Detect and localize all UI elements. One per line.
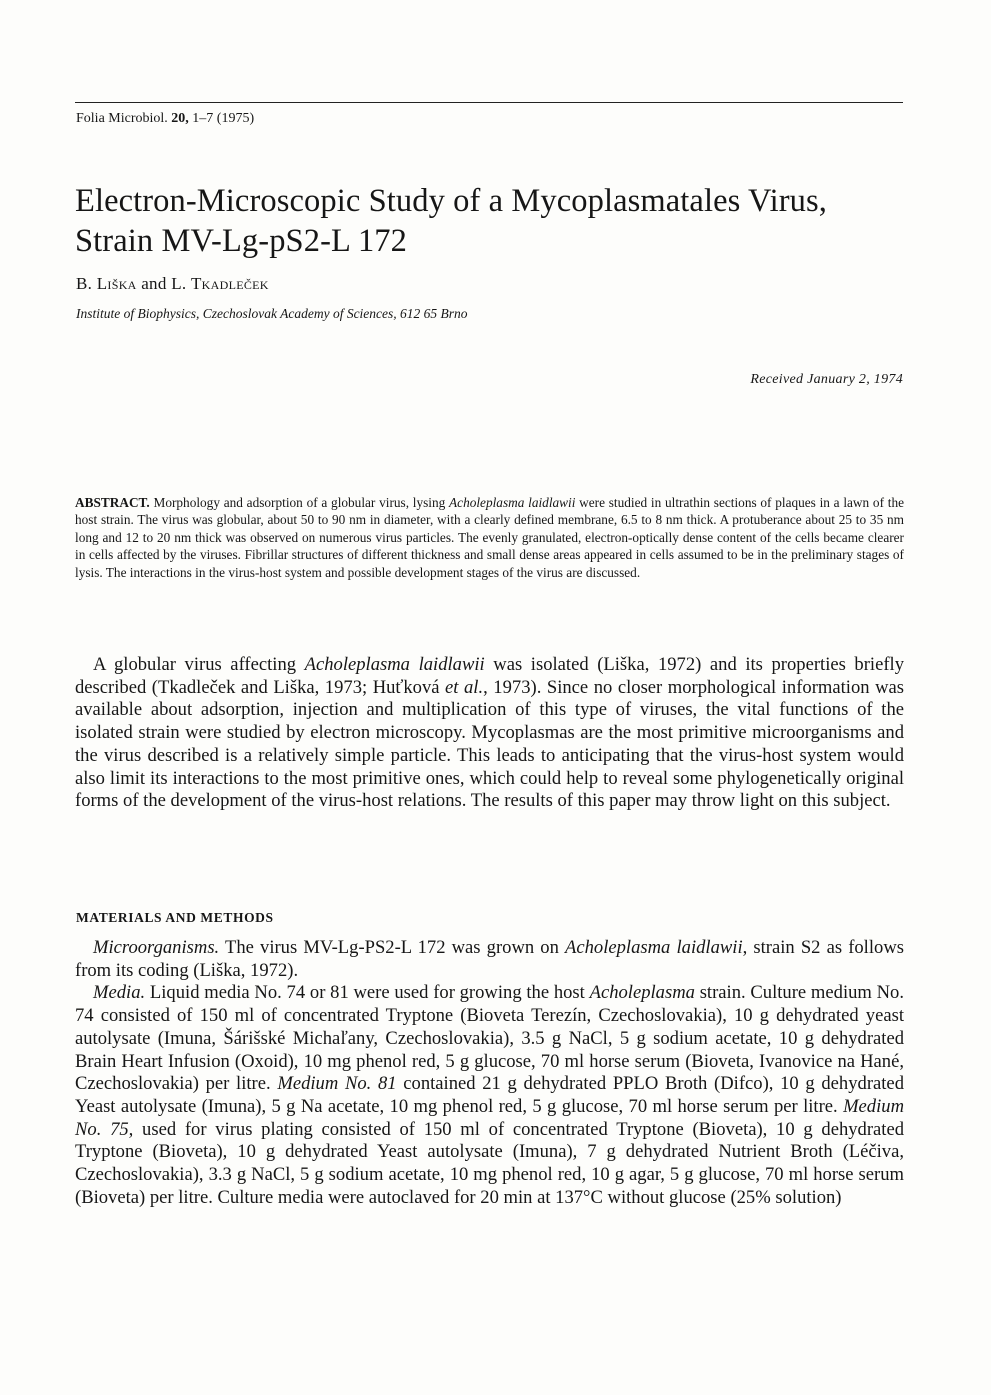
section-heading: MATERIALS AND METHODS — [76, 910, 274, 925]
intro-text-3: , 1973). Since no closer morphological information was available about adsorption, injection and multiplication of this type of viruses, the vital functions of the isolated strain were studied by electron microscopy. Mycoplasmas are the most primitive microorganisms and the virus described is a relatively simple particle. This leads to anticipating that the virus-host system would also limit its interactions to the most primitive ones, which could help to reveal some phylogenetically original forms of the development of the virus-host relations. The results of this paper may throw light on this subject. — [75, 676, 904, 812]
abstract-text-2: were studied in ultrathin sections of plaques in a lawn of the host strain. The virus was globular, about 50 to 90 nm in diameter, with a clearly defined membrane, 6.5 to 8 nm thick. A protuberance about 25 to 35 nm long and 12 to 20 nm thick was observed on numerous virus particles. The evenly granulated, electron-optically dense content of the cells became clearer in cells affected by the viruses. Fibrillar structures of different thickness and small dense areas appeared in cells assumed to be in the preliminary stages of lysis. The interactions in the virus-host system and possible development stages of the virus are discussed. — [75, 495, 905, 580]
abstract-species: Acholeplasma laidlawii — [449, 495, 576, 510]
journal-name: Folia Microbiol. — [76, 111, 168, 126]
media-text-1: Liquid media No. 74 or 81 were used for growing the host — [145, 982, 590, 1004]
author-2-initial: L. — [171, 274, 191, 293]
microorganisms-text-1: The virus MV-Lg-PS2-L 172 was grown on — [219, 937, 566, 958]
intro-etal: et al. — [445, 676, 484, 698]
medium-81-label: Medium No. 81 — [277, 1073, 397, 1095]
affiliation: Institute of Biophysics, Czechoslovak Academy of Sciences, 612 65 Brno — [76, 306, 468, 321]
journal-pages: 1–7 (1975) — [192, 111, 255, 126]
abstract-text-1: Morphology and adsorption of a globular virus, lysing — [149, 495, 450, 510]
paper-title: Electron-Microscopic Study of a Mycoplasmatales Virus, Strain MV-Lg-pS2-L 172 — [75, 183, 827, 259]
medium-75-label: Medium No. 75, — [75, 1095, 904, 1140]
media-text-4: used for virus plating consisted of 150 ml of concentrated Tryptone (Bioveta), 10 g dehydrated Tryptone (Bioveta), 10 g dehydrated Yeast autolysate (Imuna), 7 g dehydrated Nutrient Broth (Léčiva, Czechoslovakia), 3.3 g NaCl, 5 g sodium acetate, 10 mg phenol red, 10 g agar, 5 g glucose, 70 ml horse serum (Bioveta) per litre. Culture media were autoclaved for 20 min at 137°C without glucose (25% solution) — [75, 1118, 904, 1208]
media-label: Media. — [93, 982, 146, 1004]
methods-section — [75, 937, 904, 1209]
intro-species: Acholeplasma laidlawii — [304, 654, 485, 675]
author-line — [76, 274, 269, 294]
journal-volume: 20, — [171, 111, 189, 126]
microorganisms-paragraph — [75, 937, 904, 982]
received-date: Received January 2, 1974 — [750, 372, 903, 387]
intro-text-1: A globular virus affecting — [93, 654, 305, 675]
abstract-label: ABSTRACT. — [75, 495, 150, 510]
media-genus: Acholeplasma — [589, 982, 695, 1004]
header-rule — [75, 102, 903, 103]
author-1-initial: B. — [76, 274, 97, 293]
journal-citation — [76, 111, 254, 127]
intro-paragraph — [75, 654, 904, 813]
media-text-2: strain. Culture medium No. 74 consisted of 150 ml of concentrated Tryptone (Bioveta Terezín, Czechoslovakia), 10 g dehydrated yeast autolysate (Imuna, Šárišské Michaľany, Czechoslovakia), 3.5 g NaCl, 5 g sodium acetate, 10 g dehydrated Brain Heart Infusion (Oxoid), 10 mg phenol red, 5 g glucose, 70 ml horse serum (Bioveta, Ivanovice na Hané, Czechoslovakia) per litre. — [75, 982, 904, 1095]
microorganisms-text-2: , strain S2 as follows from its coding (Liška, 1972). — [75, 937, 904, 981]
author-1-surname: Liška — [96, 274, 137, 293]
abstract — [75, 494, 904, 581]
microorganisms-species: Acholeplasma laidlawii — [565, 937, 743, 958]
media-text-3: contained 21 g dehydrated PPLO Broth (Difco), 10 g dehydrated Yeast autolysate (Imuna), 5 g Na acetate, 10 mg phenol red, 5 g glucose, 70 ml horse serum per litre. — [75, 1073, 904, 1117]
author-2-surname: Tkadleček — [190, 274, 269, 293]
microorganisms-label: Microorganisms. — [93, 937, 220, 958]
media-paragraph — [75, 982, 904, 1209]
author-conjunction: and — [136, 274, 172, 293]
intro-text-2: was isolated (Liška, 1972) and its properties briefly described (Tkadleček and Liška, 1973; Huťková — [75, 654, 904, 698]
